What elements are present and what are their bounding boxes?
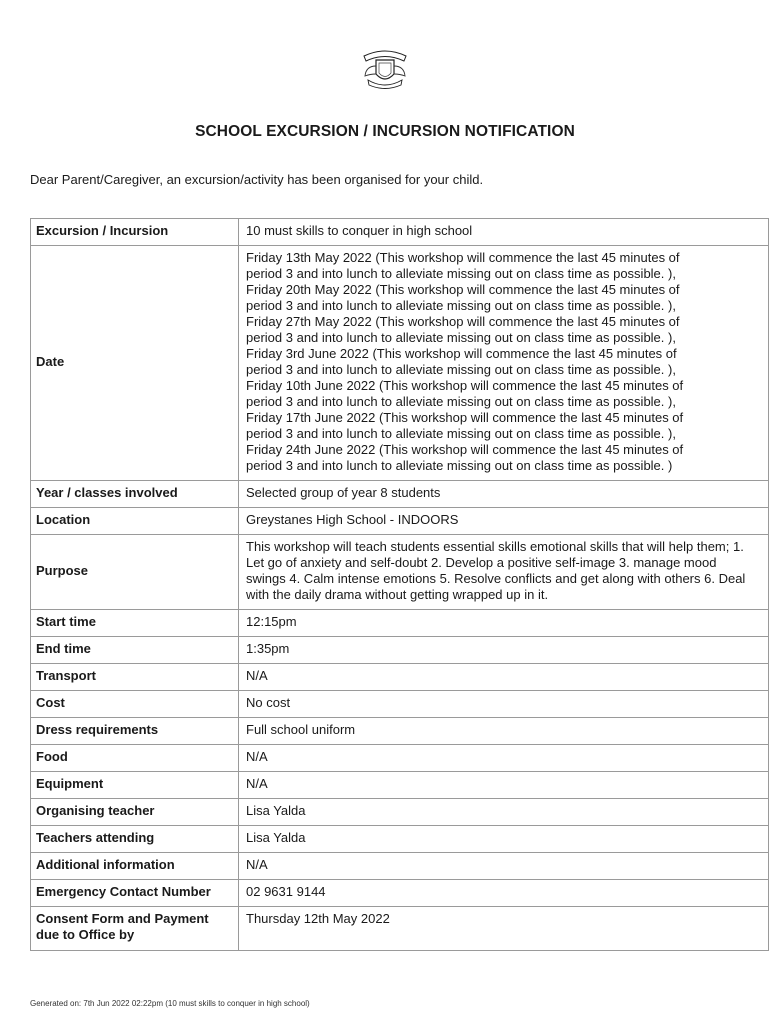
- excursion-value: 10 must skills to conquer in high school: [239, 219, 769, 246]
- additional-info-label: Additional information: [31, 853, 239, 880]
- emergency-contact-value: 02 9631 9144: [239, 880, 769, 907]
- table-row: [31, 826, 769, 853]
- year-value: Selected group of year 8 students: [239, 481, 769, 508]
- excursion-details-table: [30, 218, 769, 951]
- year-label: Year / classes involved: [31, 481, 239, 508]
- additional-info-value: N/A: [239, 853, 769, 880]
- excursion-label: Excursion / Incursion: [31, 219, 239, 246]
- start-time-value: 12:15pm: [239, 610, 769, 637]
- date-line: Friday 24th June 2022 (This workshop will commence the last 45 minutes of: [246, 442, 684, 457]
- dress-label: Dress requirements: [31, 718, 239, 745]
- generated-footer: Generated on: 7th Jun 2022 02:22pm (10 must skills to conquer in high school): [30, 999, 310, 1008]
- table-row: [31, 853, 769, 880]
- location-label: Location: [31, 508, 239, 535]
- food-value: N/A: [239, 745, 769, 772]
- table-row: [31, 907, 769, 951]
- equipment-value: N/A: [239, 772, 769, 799]
- dress-value: Full school uniform: [239, 718, 769, 745]
- food-label: Food: [31, 745, 239, 772]
- date-line: period 3 and into lunch to alleviate missing out on class time as possible. ),: [246, 426, 676, 441]
- table-row: [31, 718, 769, 745]
- date-line: period 3 and into lunch to alleviate missing out on class time as possible. ),: [246, 298, 676, 313]
- school-crest-logo: [356, 44, 414, 92]
- table-row: [31, 481, 769, 508]
- date-line: Friday 17th June 2022 (This workshop will commence the last 45 minutes of: [246, 410, 684, 425]
- date-line: Friday 20th May 2022 (This workshop will commence the last 45 minutes of: [246, 282, 680, 297]
- date-line: Friday 27th May 2022 (This workshop will commence the last 45 minutes of: [246, 314, 680, 329]
- date-line: period 3 and into lunch to alleviate missing out on class time as possible. ),: [246, 266, 676, 281]
- date-line: period 3 and into lunch to alleviate missing out on class time as possible. ),: [246, 362, 676, 377]
- end-time-value: 1:35pm: [239, 637, 769, 664]
- organising-teacher-value: Lisa Yalda: [239, 799, 769, 826]
- emergency-contact-label: Emergency Contact Number: [31, 880, 239, 907]
- table-row: [31, 745, 769, 772]
- organising-teacher-label: Organising teacher: [31, 799, 239, 826]
- date-label: Date: [31, 246, 239, 481]
- purpose-value: This workshop will teach students essential skills emotional skills that will help them; 1. Let go of anxiety and self-doubt 2. Develop a positive self-image 3. manage mood swings 4. Calm intense emotions 5. Resolve conflicts and get along with others 6. Deal with the daily drama without getting wrapped up in it.: [239, 535, 769, 610]
- date-line: Friday 3rd June 2022 (This workshop will commence the last 45 minutes of: [246, 346, 677, 361]
- transport-label: Transport: [31, 664, 239, 691]
- teachers-attending-label: Teachers attending: [31, 826, 239, 853]
- table-row: [31, 772, 769, 799]
- equipment-label: Equipment: [31, 772, 239, 799]
- date-line: period 3 and into lunch to alleviate missing out on class time as possible. ): [246, 458, 673, 473]
- cost-label: Cost: [31, 691, 239, 718]
- table-row: [31, 535, 769, 610]
- table-row: [31, 508, 769, 535]
- table-row: [31, 219, 769, 246]
- date-line: period 3 and into lunch to alleviate missing out on class time as possible. ),: [246, 330, 676, 345]
- date-line: Friday 13th May 2022 (This workshop will commence the last 45 minutes of: [246, 250, 680, 265]
- table-row: [31, 664, 769, 691]
- table-row: [31, 246, 769, 481]
- consent-due-value: Thursday 12th May 2022: [239, 907, 769, 951]
- purpose-label: Purpose: [31, 535, 239, 610]
- table-row: [31, 799, 769, 826]
- start-time-label: Start time: [31, 610, 239, 637]
- transport-value: N/A: [239, 664, 769, 691]
- teachers-attending-value: Lisa Yalda: [239, 826, 769, 853]
- location-value: Greystanes High School - INDOORS: [239, 508, 769, 535]
- consent-due-label: Consent Form and Payment due to Office by: [31, 907, 239, 951]
- table-row: [31, 880, 769, 907]
- table-row: [31, 610, 769, 637]
- intro-text: Dear Parent/Caregiver, an excursion/activity has been organised for your child.: [30, 172, 484, 187]
- date-value: [239, 246, 769, 481]
- cost-value: No cost: [239, 691, 769, 718]
- table-row: [31, 691, 769, 718]
- date-line: Friday 10th June 2022 (This workshop will commence the last 45 minutes of: [246, 378, 684, 393]
- date-line: period 3 and into lunch to alleviate missing out on class time as possible. ),: [246, 394, 676, 409]
- table-row: [31, 637, 769, 664]
- document-title: SCHOOL EXCURSION / INCURSION NOTIFICATION: [195, 123, 575, 140]
- end-time-label: End time: [31, 637, 239, 664]
